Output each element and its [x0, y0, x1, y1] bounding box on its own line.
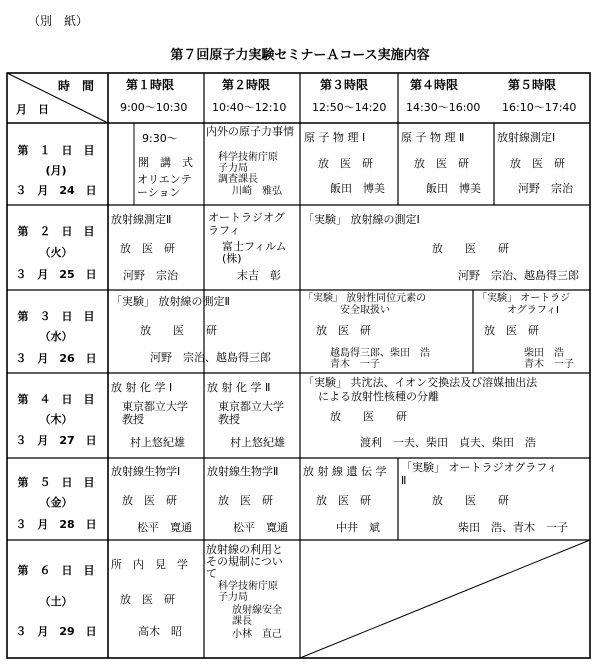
d1p1-orientation-2: ーション	[137, 186, 181, 199]
day-5-label: 第 ５ 日 目	[17, 476, 95, 489]
d2p1-person: 河野 宗治	[123, 269, 178, 282]
d5p2-person: 松平 寛通	[233, 521, 288, 534]
d5p4-title-2: Ⅱ	[401, 474, 407, 487]
d1p3-org: 放 医 研	[318, 157, 373, 170]
d3p1-org: 放 医 研	[140, 324, 217, 337]
header-time-label: 時 間	[58, 79, 95, 93]
d3p5-person-2: 青木 一子	[524, 359, 574, 370]
d2p3-title: 「実験」 放射線の測定Ⅰ	[303, 213, 420, 226]
d5p2-org: 放 医 研	[218, 494, 273, 507]
d1p4-org: 放 医 研	[414, 157, 469, 170]
d5p4-title-1: 「実験」 オートラジオグラフィ	[401, 461, 558, 474]
attachment-note: （別 紙）	[28, 14, 89, 28]
d2p3-org: 放 医 研	[432, 242, 509, 255]
d3p3-title-2: 安全取扱い	[340, 305, 390, 316]
header-day-label: 月 日	[16, 103, 49, 116]
d3p5-org: 放 医 研	[484, 324, 539, 337]
period-4-name: 第４時限	[410, 78, 459, 92]
d6p1-person: 高木 昭	[138, 625, 182, 638]
day-4-date: ３ 月 27 日	[15, 434, 97, 447]
d3p5-person-1: 柴田 浩	[524, 348, 564, 359]
day-3-date: ３ 月 26 日	[15, 352, 97, 365]
d4p1-org-1: 東京都立大学	[122, 400, 188, 413]
d1p2-title: 内外の原子力事情	[206, 125, 294, 138]
d4p1-person: 村上悠紀雄	[130, 436, 185, 449]
day-5-weekday: （金）	[39, 496, 73, 509]
d5p3-org: 放 医 研	[316, 494, 371, 507]
day-2-weekday: （火）	[39, 246, 73, 259]
day-1-label: 第 １ 日 目	[17, 144, 95, 157]
d4p2-title: 放 射 化 学 Ⅱ	[207, 381, 271, 394]
day-4-weekday: （木）	[39, 413, 73, 426]
d2p2-person: 末吉 彰	[237, 269, 281, 282]
d1p2-org-2: 子力局	[218, 163, 248, 174]
period-1-time: 9:00～10:30	[120, 101, 188, 114]
d6p2-org-2: 子力局	[218, 592, 248, 603]
d2p2-org: 富士フィルム	[222, 240, 287, 253]
d4p1-org-2: 教授	[122, 413, 144, 426]
day-6-label: 第 ６ 日 目	[17, 564, 95, 577]
d3p5-title-2: オグラフィⅠ	[507, 305, 559, 316]
d1p1-ceremony: 開 講 式	[138, 156, 193, 169]
d5p1-title: 放射線生物学Ⅰ	[111, 465, 181, 478]
d3p3-title-1: 「実験」 放射性同位元素の	[303, 293, 427, 304]
d6p1-org: 放 医 研	[120, 593, 175, 606]
period-5-name: 第５時限	[508, 78, 557, 92]
d1p1-orientation-1: オリエンテ	[137, 173, 192, 186]
d5p4-org: 放 医 研	[432, 494, 509, 507]
day-1-weekday: (月)	[45, 164, 67, 177]
d1p3-title: 原 子 物 理 Ⅰ	[304, 131, 366, 144]
d3p5-title-1: 「実験」 オートラジ	[477, 293, 571, 304]
d3p1-person: 河野 宗治、越島得三郎	[150, 351, 271, 364]
day-4-label: 第 ４ 日 目	[17, 393, 95, 406]
d4p3-org: 放 医 研	[330, 410, 407, 423]
period-5-time: 16:10～17:40	[502, 101, 577, 114]
d5p1-person: 松平 寛通	[137, 521, 192, 534]
period-4-time: 14:30～16:00	[406, 101, 481, 114]
day-3-weekday: （水）	[39, 330, 73, 343]
day-3-label: 第 ３ 日 目	[17, 310, 95, 323]
d5p3-person: 中井 斌	[336, 521, 380, 534]
period-3-time: 12:50～14:20	[312, 101, 387, 114]
d1p2-org-1: 科学技術庁原	[218, 152, 278, 163]
d1p4-person: 飯田 博美	[426, 182, 481, 195]
d5p1-org: 放 医 研	[122, 494, 177, 507]
d4p1-title: 放 射 化 学 Ⅰ	[111, 381, 173, 394]
d3p3-org: 放 医 研	[316, 324, 371, 337]
d1p3-person: 飯田 博美	[330, 182, 385, 195]
d4p2-person: 村上悠紀雄	[230, 436, 285, 449]
d6p2-org-4: 課長	[232, 616, 252, 627]
d5p2-title: 放射線生物学Ⅱ	[207, 465, 279, 478]
d4p2-org-2: 教授	[218, 413, 240, 426]
day-6-date: ３ 月 29 日	[15, 625, 97, 638]
day-6-weekday: （土）	[39, 595, 73, 608]
d6p2-title-2: その規制につい	[206, 555, 283, 568]
d4p2-org-1: 東京都立大学	[218, 400, 284, 413]
d5p4-person: 柴田 浩、青木 一子	[458, 521, 568, 534]
d1p1-time: 9:30～	[142, 132, 178, 145]
d3p3-person-1: 越島得三郎、柴田 浩	[330, 348, 430, 359]
d2p2-org-2: (株)	[222, 252, 242, 265]
d4p3-title-1: 「実験」 共沈法、イオン交換法及び溶媒抽出法	[303, 376, 538, 389]
day-5-date: ３ 月 28 日	[15, 518, 97, 531]
d6p2-org-1: 科学技術庁原	[218, 581, 278, 592]
d3p1-title: 「実験」 放射線の測定Ⅱ	[111, 295, 230, 308]
d2p2-title-2: ラフィ	[208, 224, 241, 237]
d2p2-title-1: オートラジオグ	[208, 211, 285, 224]
d1p2-org-3: 調査課長	[218, 174, 258, 185]
d6p2-person: 小林 直己	[232, 629, 282, 640]
page-title: 第７回原子力実験セミナーＡコース実施内容	[170, 48, 430, 63]
d2p3-person: 河野 宗治、越島得三郎	[458, 269, 579, 282]
d2p1-org: 放 医 研	[120, 242, 175, 255]
d3p3-person-2: 青木 一子	[330, 359, 380, 370]
d6p2-org-3: 放射線安全	[232, 605, 282, 616]
d1p5-title: 放射線測定Ⅰ	[497, 131, 556, 144]
d1p4-title: 原 子 物 理 Ⅱ	[401, 131, 465, 144]
period-3-name: 第３時限	[320, 78, 369, 92]
d5p3-title: 放 射 線 遺 伝 学	[303, 465, 387, 478]
d1p5-person: 河野 宗治	[518, 182, 573, 195]
d6p2-title-3: て	[206, 567, 217, 580]
d6p2-title-1: 放射線の利用と	[206, 543, 283, 556]
day-2-date: ３ 月 25 日	[15, 268, 97, 281]
day-2-label: 第 ２ 日 目	[17, 225, 95, 238]
period-1-name: 第１時限	[126, 78, 175, 92]
d6p1-title: 所 内 見 学	[111, 558, 188, 571]
period-2-name: 第２時限	[222, 78, 271, 92]
d4p3-title-2: による放射性核種の分離	[318, 390, 439, 403]
d4p3-person: 渡利 一夫、柴田 貞夫、柴田 浩	[360, 436, 536, 449]
period-2-time: 10:40～12:10	[212, 101, 287, 114]
d2p1-title: 放射線測定Ⅱ	[111, 213, 172, 226]
day-1-date: ３ 月 24 日	[15, 184, 97, 197]
d1p5-org: 放 医 研	[510, 157, 565, 170]
d1p2-person: 川崎 雅弘	[232, 186, 282, 197]
